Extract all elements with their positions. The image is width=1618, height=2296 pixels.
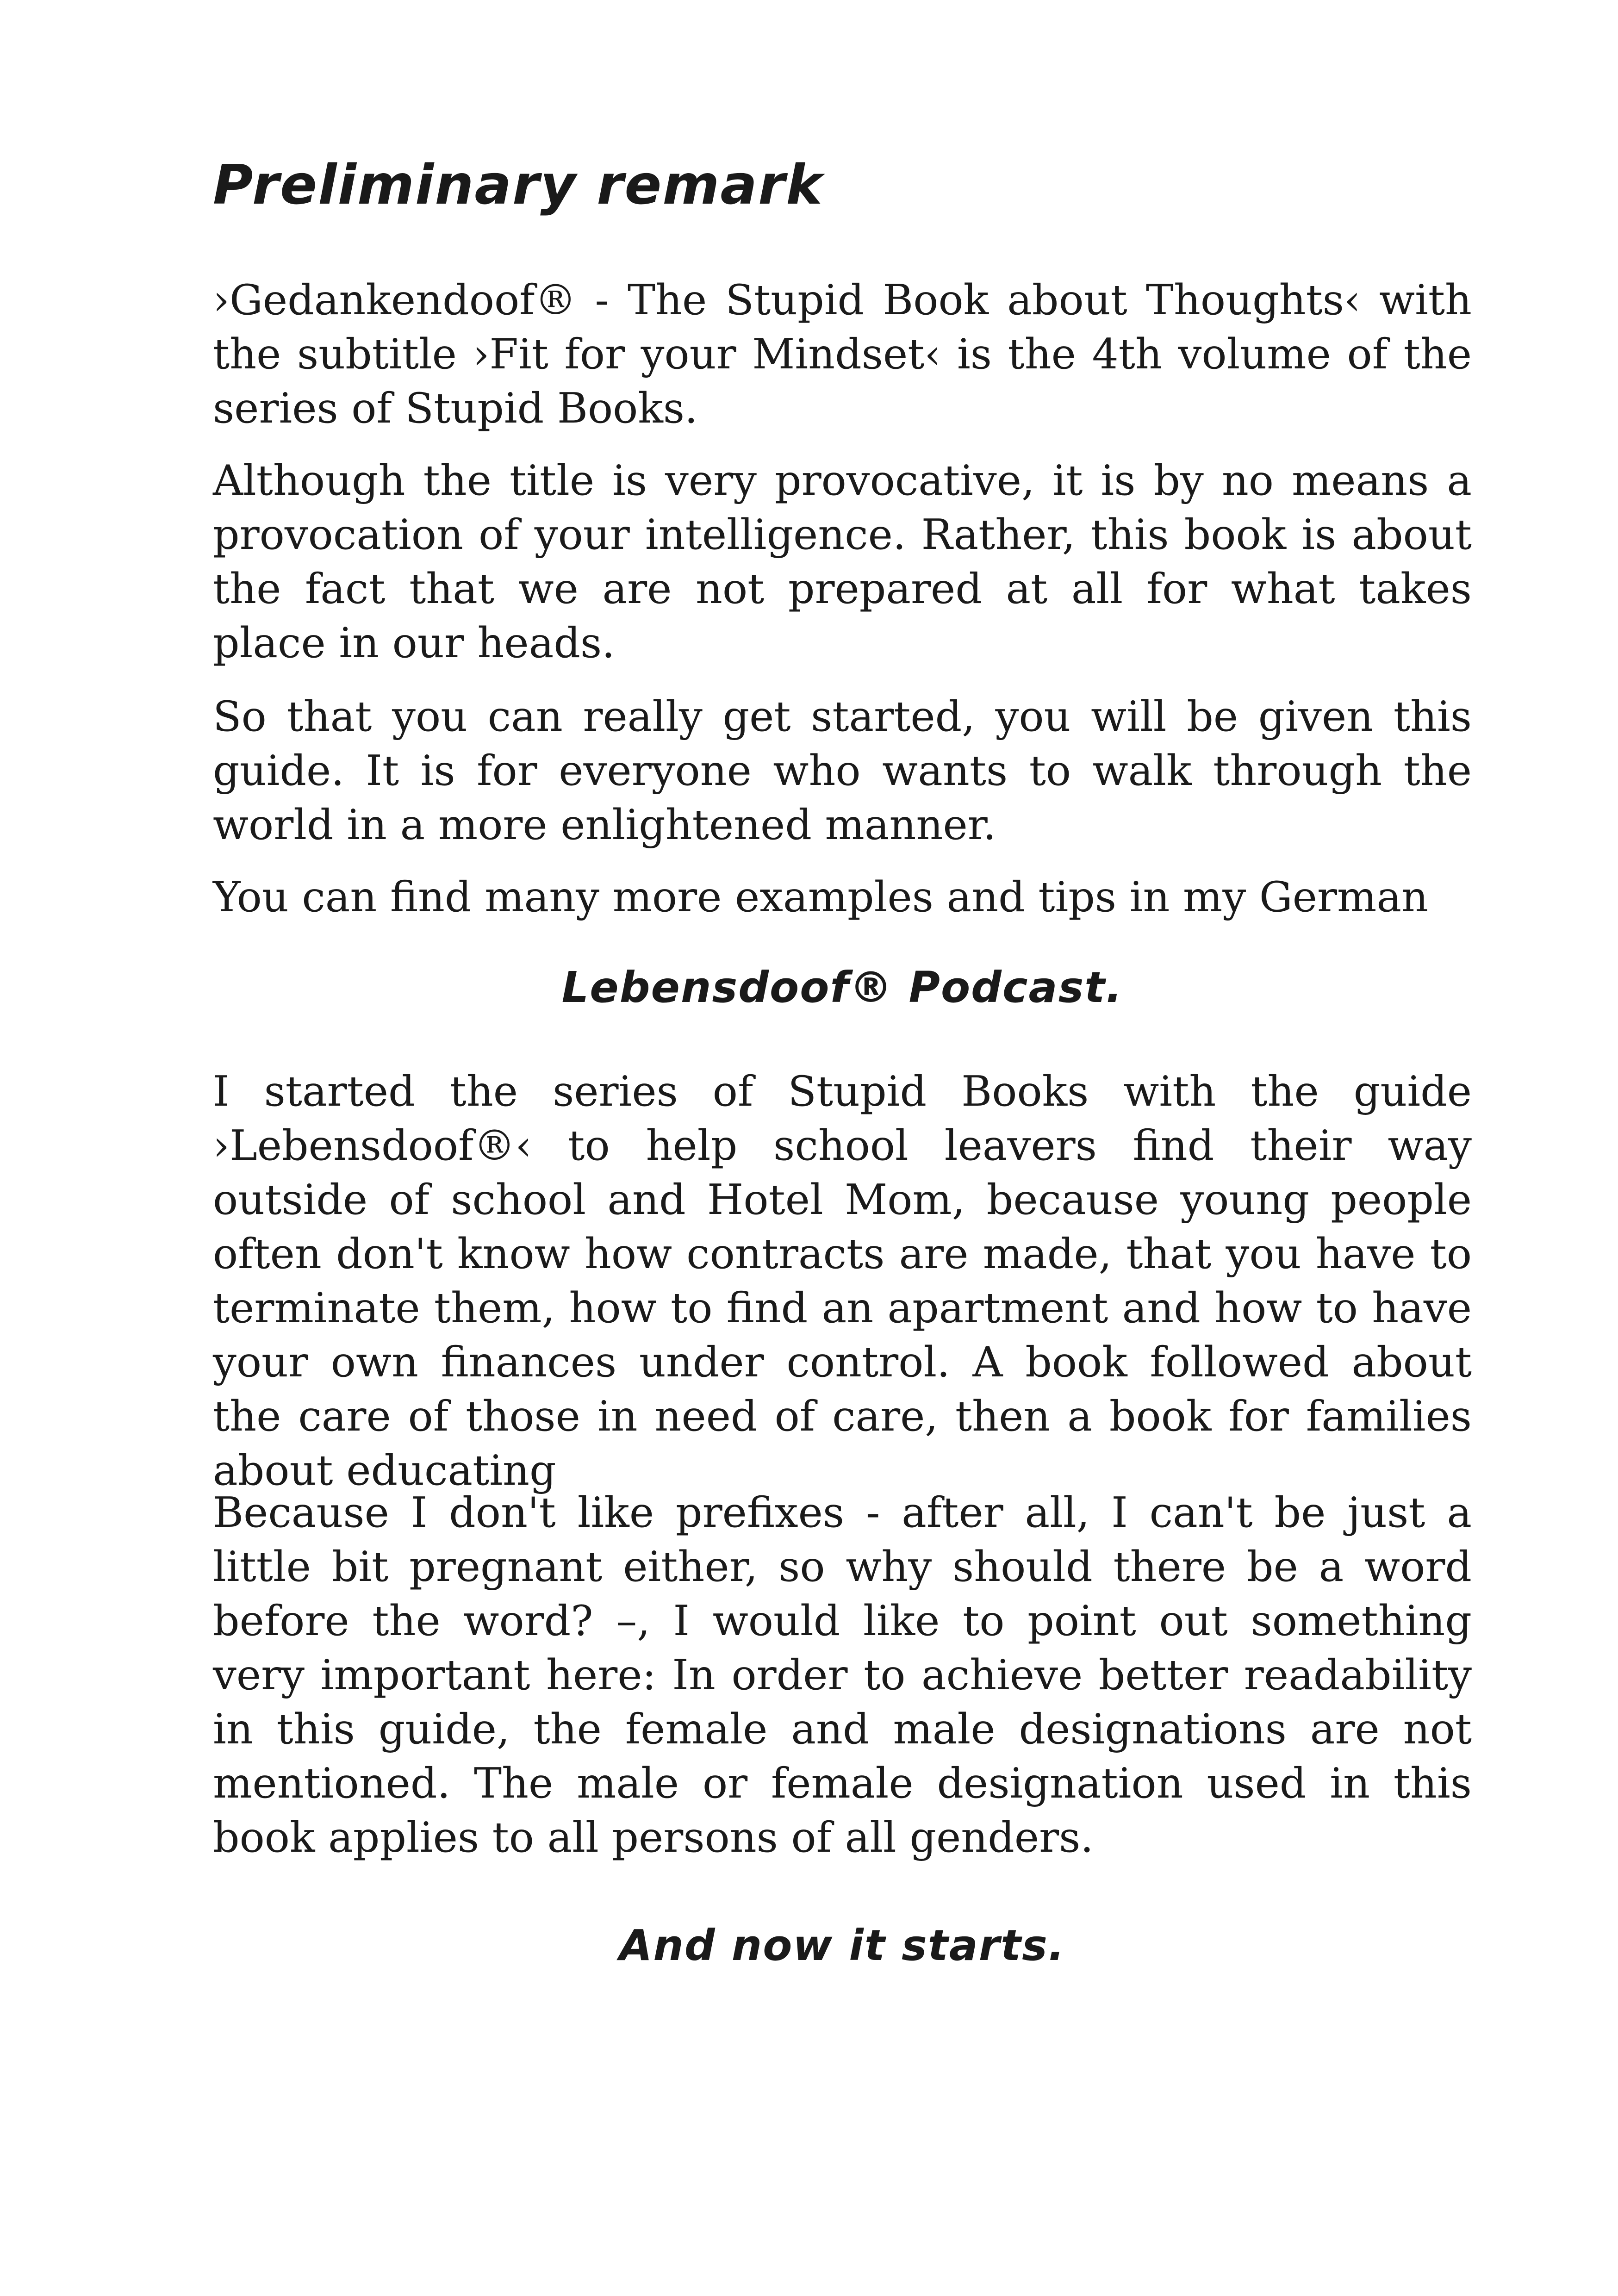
closing-line: And now it starts.	[619, 1921, 1065, 1970]
podcast-title: Lebensdoof® Podcast.	[561, 963, 1123, 1012]
page-title: Preliminary remark	[213, 153, 823, 217]
paragraph-title-provocation: Although the title is very provocative, it is by no means a provocation of your intelligence. Rather, this book is about the fact that we are not prepared at all for what takes place in our heads.	[213, 456, 1472, 667]
paragraph-series-history: I started the series of Stupid Books with the guide ›Lebensdoof®‹ to help school leavers find their way outside of school and Hotel Mom, because young people often don't know how contracts are made, that you have to terminate them, how to find an apartment and how to have your own finances under control. A book followed about the care of those in need of care, then a book for families about educating	[213, 1067, 1472, 1495]
paragraph-intro: ›Gedankendoof® - The Stupid Book about Thoughts‹ with the subtitle ›Fit for your Mindset‹ is the 4th volume of the series of Stupid Books.	[213, 276, 1472, 433]
paragraph-podcast-intro: You can find many more examples and tips in my German	[213, 873, 1428, 921]
paragraph-gender-note: Because I don't like prefixes - after all, I can't be just a little bit pregnant either, so why should there be a word before the word? –, I would like to point out something very important here: In order to achieve better readability in this guide, the female and male designations are not mentioned. The male or female designation used in this book applies to all persons of all genders.	[213, 1488, 1472, 1862]
paragraph-guide: So that you can really get started, you will be given this guide. It is for everyone who wants to walk through the world in a more enlightened manner.	[213, 692, 1472, 849]
